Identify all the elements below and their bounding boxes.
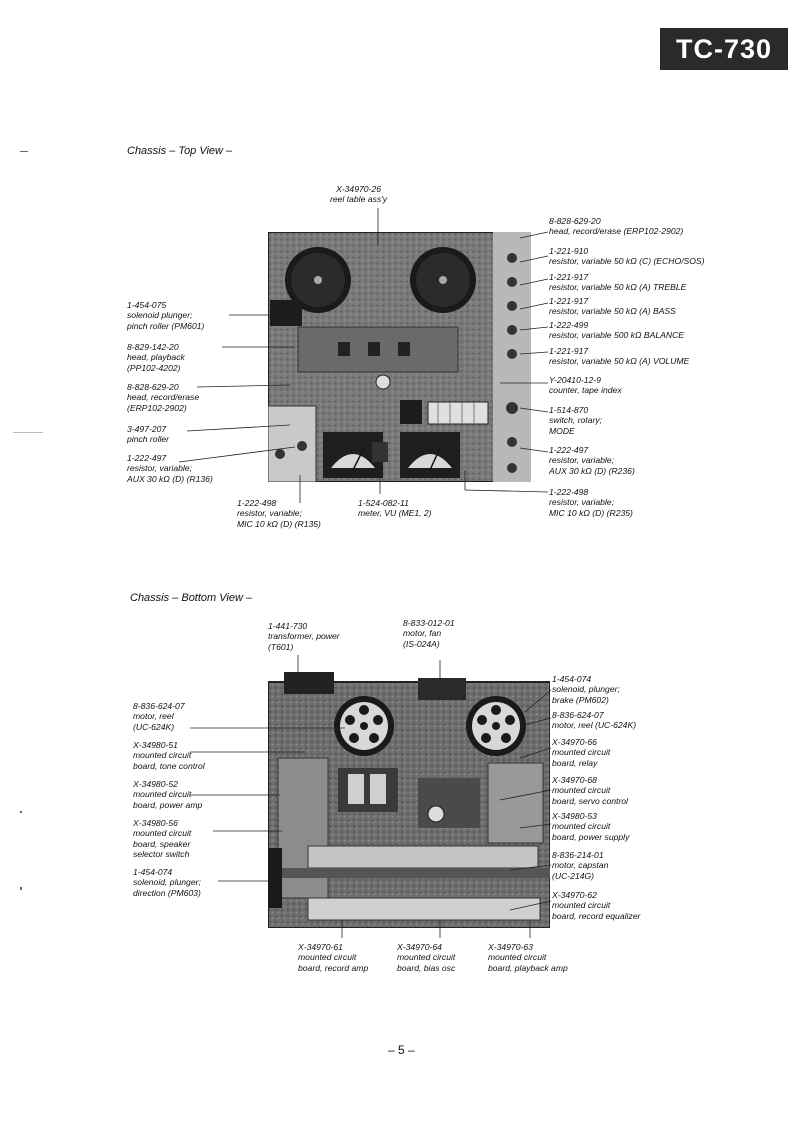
callout-power-transformer [268,621,340,652]
callout-reel-motor-left [133,701,185,732]
part-description: board, power supply [552,831,630,842]
part-description: (T601) [268,641,294,652]
callout-power-supply-board [552,811,629,842]
part-description: mounted circuit [552,900,611,911]
part-number: X-34980-52 [133,779,178,789]
margin-mark [20,811,22,813]
part-description: counter, tape index [549,385,622,396]
part-description: (PP102-4202) [127,362,181,373]
part-number: 1-222-497 [549,445,589,455]
part-description: mounted circuit [133,789,192,800]
part-description: solenoid, plunger; [133,877,201,888]
part-number: X-34980-56 [133,818,178,828]
page-number: – 5 – [388,1043,415,1057]
part-description: resistor, variable; [127,463,192,474]
callout-balance [549,320,684,341]
part-description: mounted circuit [133,750,192,761]
part-description: motor, reel (UC-624K) [552,720,637,731]
part-description: pinch roller [127,434,170,445]
part-number: X-34970-26 [336,184,381,194]
part-description: (IS-024A) [403,638,440,649]
part-number: 1-454-074 [552,674,592,684]
part-number: 1-514-870 [549,405,589,415]
part-number: 1-222-498 [549,487,589,497]
part-number: X-34980-51 [133,740,178,750]
part-description: AUX 30 kΩ (D) (R136) [127,473,213,484]
part-number: 8-836-624-07 [552,710,604,720]
part-description: head, playback [127,352,185,363]
part-description: mounted circuit [552,747,611,758]
part-description: board, record equalizer [552,910,641,921]
bottom-view-title: Chassis – Bottom View – [130,592,253,604]
part-number: 8-828-629-20 [127,382,179,392]
part-number: 1-221-917 [549,346,589,356]
part-description: reel table ass'y [330,194,388,205]
callout-reel-table [330,184,387,205]
part-description: transformer, power [268,631,340,642]
part-number: X-34970-61 [298,942,343,952]
callout-head-playback [127,342,185,373]
part-number: 1-221-917 [549,296,589,306]
part-description: resistor, variable; [549,455,614,466]
part-number: 1-441-730 [268,621,308,631]
part-description: head, record/erase (ERP102-2902) [549,226,684,237]
part-number: X-34970-68 [552,775,597,785]
part-number: X-34970-62 [552,890,597,900]
part-description: switch, rotary; [549,415,603,426]
part-description: AUX 30 kΩ (D) (R236) [549,465,635,476]
part-number: X-34970-63 [488,942,533,952]
part-number: 8-833-012-01 [403,618,455,628]
part-description: board, relay [552,757,598,768]
callout-echo-sos [549,246,705,267]
part-description: mounted circuit [397,952,456,963]
callout-relay-board [552,737,610,768]
callout-record-amp-board [298,942,368,973]
part-description: meter, VU (ME1, 2) [358,508,432,519]
part-number: 1-524-082-11 [358,498,409,508]
part-description: mounted circuit [552,821,611,832]
part-description: resistor, variable 50 kΩ (A) TREBLE [549,282,687,293]
part-number: X-34980-53 [552,811,597,821]
part-description: mounted circuit [298,952,357,963]
callout-pinch-roller [127,424,169,445]
callout-aux-r236 [549,445,635,476]
part-number: 1-222-498 [237,498,277,508]
part-number: 1-454-074 [133,867,173,877]
part-description: resistor, variable 50 kΩ (C) (ECHO/SOS) [549,256,705,267]
callout-head-record-erase-right [549,216,683,237]
part-description: board, bias osc [397,962,456,973]
callout-head-record-erase-left [127,382,199,413]
callout-brake-solenoid [552,674,620,705]
part-number: 8-836-624-07 [133,701,185,711]
part-description: resistor, variable; [549,497,614,508]
callout-mic-r135 [237,498,321,529]
part-number: 8-829-142-20 [127,342,179,352]
callout-servo-board [552,775,628,806]
model-badge: TC-730 [660,28,788,70]
part-description: (UC-624K) [133,721,175,732]
part-number: X-34970-64 [397,942,442,952]
callout-record-eq-board [552,890,640,921]
part-description: pinch roller (PM601) [127,320,205,331]
callout-mode-switch [549,405,602,436]
callout-mic-r235 [549,487,633,518]
callout-fan-motor [403,618,455,649]
part-description: mounted circuit [133,828,192,839]
part-number: 1-221-910 [549,246,589,256]
part-description: board, record amp [298,962,369,973]
margin-mark [13,432,43,433]
part-number: 1-222-497 [127,453,167,463]
part-description: resistor, variable 50 kΩ (A) BASS [549,306,676,317]
callout-tape-counter [549,375,622,396]
callout-power-amp-board [133,779,202,810]
part-description: direction (PM603) [133,887,201,898]
part-description: head, record/erase [127,392,200,403]
part-number: Y-20410-12-9 [549,375,601,385]
part-description: brake (PM602) [552,694,609,705]
part-description: resistor, variable; [237,508,302,519]
part-description: (ERP102-2902) [127,402,187,413]
part-description: selector switch [133,848,190,859]
callout-tone-control-board [133,740,205,771]
callout-speaker-selector-board [133,818,191,859]
callout-reel-motor-right [552,710,636,731]
top-view-title: Chassis – Top View – [127,145,233,157]
margin-mark [20,151,28,152]
part-description: motor, capstan [552,860,609,871]
part-number: 1-454-075 [127,300,167,310]
part-number: X-34970-66 [552,737,597,747]
callout-aux-r136 [127,453,213,484]
part-description: mounted circuit [488,952,547,963]
part-description: board, speaker [133,838,191,849]
part-number: 8-828-629-20 [549,216,601,226]
part-description: MODE [549,425,575,436]
part-description: MIC 10 kΩ (D) (R235) [549,507,633,518]
part-description: mounted circuit [552,785,611,796]
part-description: motor, reel [133,711,174,722]
callout-vu-meter [358,498,432,519]
part-number: 3-497-207 [127,424,167,434]
callout-playback-amp-board [488,942,568,973]
part-number: 1-221-917 [549,272,589,282]
part-description: resistor, variable 50 kΩ (A) VOLUME [549,356,690,367]
part-description: solenoid plunger; [127,310,193,321]
part-description: resistor, variable 500 kΩ BALANCE [549,330,685,341]
callout-bias-osc-board [397,942,455,973]
callout-treble [549,272,686,293]
callout-capstan-motor [552,850,608,881]
part-description: board, servo control [552,795,628,806]
part-description: (UC-214G) [552,870,595,881]
part-number: 8-836-214-01 [552,850,604,860]
callout-pinch-roller-solenoid [127,300,204,331]
part-description: solenoid, plunger; [552,684,620,695]
callout-direction-solenoid [133,867,201,898]
part-description: motor, fan [403,628,442,639]
callout-bass [549,296,676,317]
margin-mark [20,887,22,890]
part-description: board, power amp [133,799,203,810]
callout-volume [549,346,689,367]
part-description: board, playback amp [488,962,568,973]
part-description: MIC 10 kΩ (D) (R135) [237,518,321,529]
part-number: 1-222-499 [549,320,589,330]
part-description: board, tone control [133,760,205,771]
